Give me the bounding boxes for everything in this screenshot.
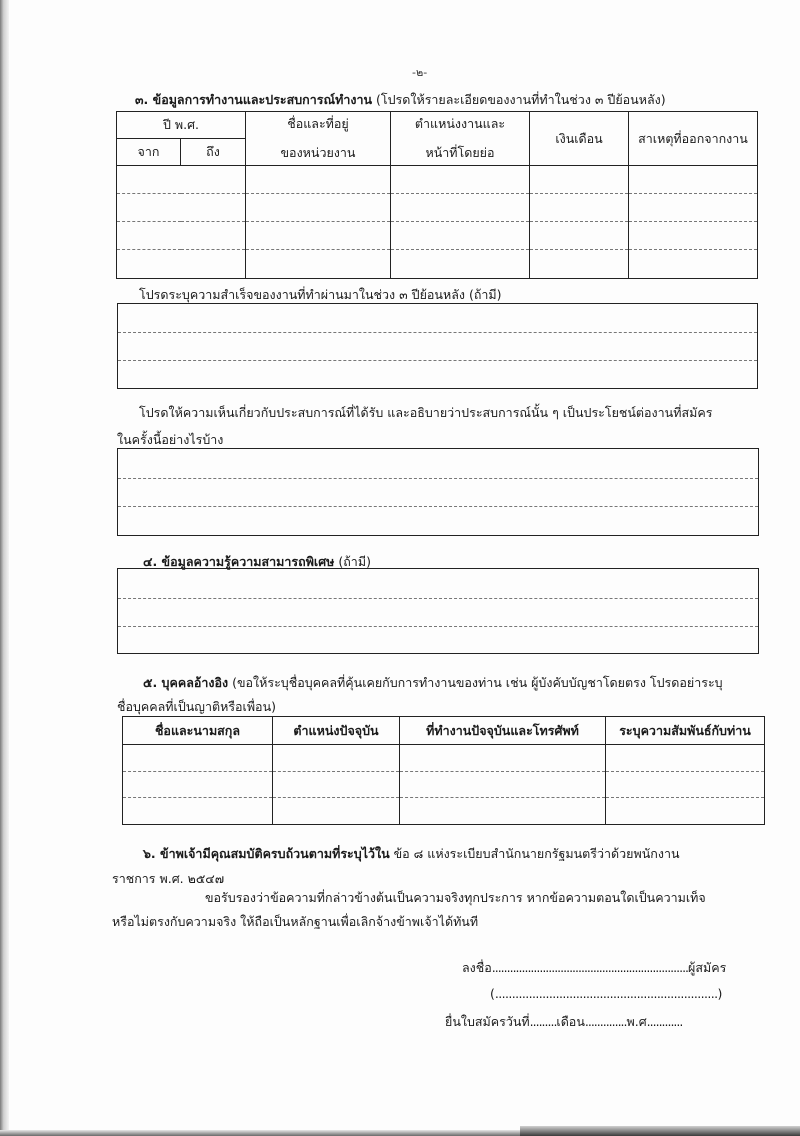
cell-years[interactable] <box>117 166 246 194</box>
section5-heading-note-line2: ชื่อบุคคลที่เป็นญาติหรือเพื่อน) <box>117 699 276 714</box>
cell-relationship[interactable] <box>606 798 765 825</box>
cell-organization[interactable] <box>246 222 391 250</box>
printed-name-line <box>490 986 722 1002</box>
writing-line <box>118 332 757 333</box>
cell-current-position[interactable] <box>273 745 400 772</box>
section5-heading <box>143 675 723 691</box>
references-table <box>122 716 765 825</box>
cell-current-position[interactable] <box>273 798 400 825</box>
work-row <box>117 222 758 250</box>
cell-salary[interactable] <box>530 250 629 279</box>
section5-heading-title: ๕. บุคคลอ้างอิง <box>143 675 229 690</box>
cell-years[interactable] <box>117 222 246 250</box>
header-from: จาก <box>117 139 181 166</box>
cell-organization[interactable] <box>246 250 391 279</box>
writing-line <box>118 478 758 479</box>
cell-workplace-phone[interactable] <box>400 798 606 825</box>
paren-open: ( <box>490 986 495 1001</box>
cell-position[interactable] <box>391 222 530 250</box>
header-relationship: ระบุความสัมพันธ์กับท่าน <box>606 717 765 745</box>
header-position-line1: ตำแหน่งงานและ <box>414 116 506 131</box>
cell-salary[interactable] <box>530 222 629 250</box>
work-history-table <box>116 111 758 279</box>
sign-label: ลงชื่อ <box>462 960 492 975</box>
header-current-position: ตำแหน่งปัจจุบัน <box>273 717 400 745</box>
section6-statement-rest: ข้อ ๘ แห่งระเบียบสำนักนายกรัฐมนตรีว่าด้วยพนักงาน <box>389 846 680 861</box>
cell-organization[interactable] <box>246 166 391 194</box>
cell-salary[interactable] <box>530 194 629 222</box>
writing-line <box>118 506 758 507</box>
cell-name[interactable] <box>123 745 273 772</box>
signature-field[interactable]: .................................................................. <box>491 960 689 975</box>
writing-line <box>118 626 758 627</box>
cell-years[interactable] <box>117 250 246 279</box>
work-row <box>117 166 758 194</box>
header-organization <box>246 112 391 166</box>
section5-heading-note: (ขอให้ระบุชื่อบุคคลที่คุ้นเคยกับการทำงานของท่าน เช่น ผู้บังคับบัญชาโดยตรง โปรดอย่าระบุ <box>228 675 723 690</box>
opinion-prompt-line1: โปรดให้ความเห็นเกี่ยวกับประสบการณ์ที่ได้รับ และอธิบายว่าประสบการณ์นั้น ๆ เป็นประโยชน์ต่องานที่สมัคร <box>139 405 713 420</box>
special-skills-box[interactable] <box>117 568 759 654</box>
reference-row <box>123 798 765 825</box>
section6-statement <box>143 846 680 862</box>
header-position <box>391 112 530 166</box>
header-salary: เงินเดือน <box>530 112 629 166</box>
writing-line <box>118 360 757 361</box>
header-organization-line2: ของหน่วยงาน <box>280 145 356 160</box>
cell-organization[interactable] <box>246 194 391 222</box>
cell-name[interactable] <box>123 798 273 825</box>
cell-current-position[interactable] <box>273 772 400 798</box>
year-label: พ.ศ <box>626 1014 647 1029</box>
reference-row <box>123 772 765 798</box>
paren-close: ) <box>717 986 723 1001</box>
application-date-line <box>445 1014 682 1030</box>
cell-workplace-phone[interactable] <box>400 772 606 798</box>
header-year: ปี พ.ศ. <box>117 112 246 139</box>
day-field[interactable]: ......... <box>529 1014 557 1029</box>
section4-heading-title: ๔. ข้อมูลความรู้ความสามารถพิเศษ <box>143 554 335 569</box>
cell-reason[interactable] <box>629 166 758 194</box>
cell-workplace-phone[interactable] <box>400 745 606 772</box>
scan-edge-bottom-shadow <box>520 1126 800 1136</box>
section3-heading-note: (โปรดให้รายละเอียดของงานที่ทำในช่วง ๓ ปีย้อนหลัง) <box>372 92 666 107</box>
section6-statement-line2: ราชการ พ.ศ. ๒๕๔๗ <box>112 871 225 886</box>
cell-position[interactable] <box>391 166 530 194</box>
applicant-label: ผู้สมัคร <box>688 960 727 975</box>
header-to: ถึง <box>181 139 246 166</box>
cell-reason[interactable] <box>629 222 758 250</box>
page-number: -๒- <box>412 66 428 79</box>
header-workplace-phone: ที่ทำงานปัจจุบันและโทรศัพท์ <box>400 717 606 745</box>
opinion-prompt-line2: ในครั้งนี้อย่างไรบ้าง <box>117 432 224 447</box>
month-field[interactable]: .............. <box>584 1014 627 1029</box>
cell-relationship[interactable] <box>606 772 765 798</box>
cell-salary[interactable] <box>530 166 629 194</box>
header-organization-line1: ชื่อและที่อยู่ <box>287 116 349 131</box>
year-field[interactable]: ............ <box>646 1014 683 1029</box>
cell-name[interactable] <box>123 772 273 798</box>
scan-edge-left <box>0 0 9 1136</box>
section3-heading <box>135 92 666 108</box>
cell-reason[interactable] <box>629 194 758 222</box>
date-label: ยื่นใบสมัครวันที่ <box>445 1014 530 1029</box>
section3-heading-title: ๓. ข้อมูลการทำงานและประสบการณ์ทำงาน <box>135 92 373 107</box>
cell-position[interactable] <box>391 194 530 222</box>
month-label: เดือน <box>556 1014 585 1029</box>
printed-name-field[interactable]: .................................................................. <box>494 986 718 1001</box>
certification-line2: หรือไม่ตรงกับความจริง ให้ถือเป็นหลักฐานเพื่อเลิกจ้างข้าพเจ้าได้ทันที <box>112 914 479 929</box>
header-position-line2: หน้าที่โดยย่อ <box>425 145 495 160</box>
writing-line <box>118 598 758 599</box>
cell-reason[interactable] <box>629 250 758 279</box>
section4-heading-note: (ถ้ามี) <box>334 554 371 569</box>
cell-position[interactable] <box>391 250 530 279</box>
header-name: ชื่อและนามสกุล <box>123 717 273 745</box>
signature-line <box>462 960 726 976</box>
certification-line1: ขอรับรองว่าข้อความที่กล่าวข้างต้นเป็นความจริงทุกประการ หากข้อความตอนใดเป็นความเท็จ <box>205 890 706 905</box>
reference-row <box>123 745 765 772</box>
achievement-prompt: โปรดระบุความสำเร็จของงานที่ทำผ่านมาในช่วง ๓ ปีย้อนหลัง (ถ้ามี) <box>139 287 502 302</box>
cell-relationship[interactable] <box>606 745 765 772</box>
header-reason-left: สาเหตุที่ออกจากงาน <box>629 112 758 166</box>
opinion-box[interactable] <box>117 448 759 536</box>
cell-years[interactable] <box>117 194 246 222</box>
work-row <box>117 250 758 279</box>
section6-statement-bold: ๖. ข้าพเจ้ามีคุณสมบัติครบถ้วนตามที่ระบุไว้ใน <box>143 846 390 861</box>
work-row <box>117 194 758 222</box>
achievement-box[interactable] <box>117 303 758 389</box>
